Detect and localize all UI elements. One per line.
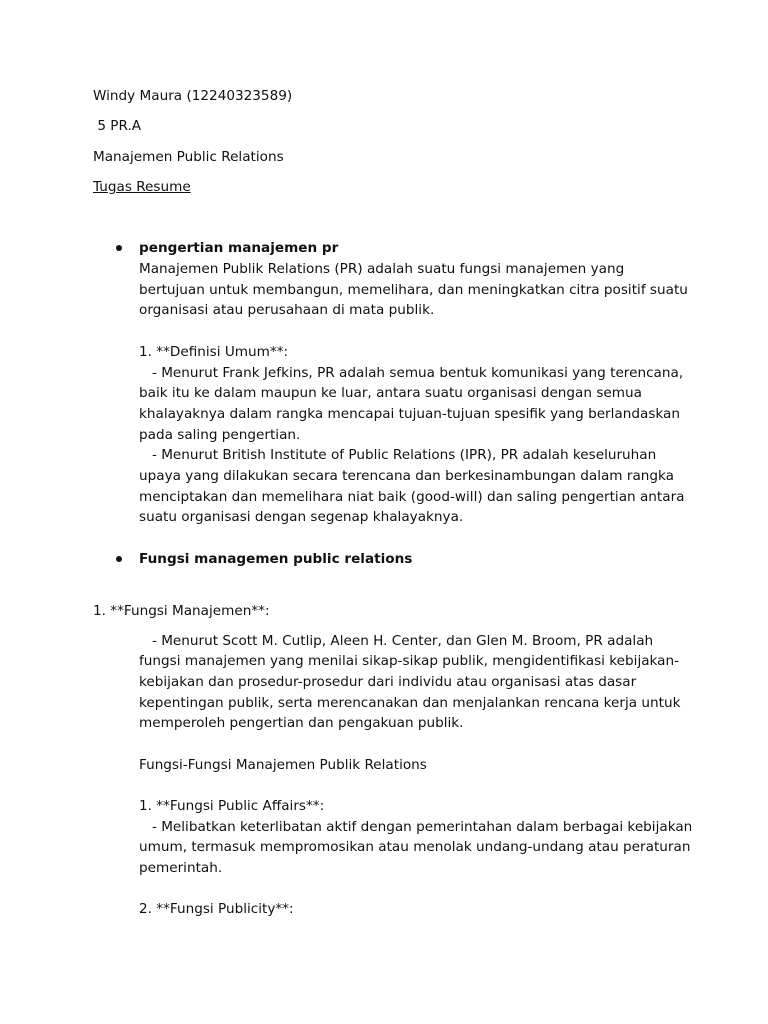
fungsi-manajemen-line: kepentingan publik, serta merencanakan dan menjalankan rencana kerja untuk xyxy=(139,695,681,711)
section1-intro-line: bertujuan untuk membangun, memelihara, dan meningkatkan citra positif suatu xyxy=(139,282,688,298)
fungsi-manajemen-line: memperoleh pengertian dan pengakuan publik. xyxy=(139,715,464,731)
fungsi-manajemen-line: fungsi manajemen yang menilai sikap-sikap publik, mengidentifikasi kebijakan- xyxy=(139,653,680,669)
fungsi-manajemen-line: - Menurut Scott M. Cutlip, Aleen H. Center, dan Glen M. Broom, PR adalah xyxy=(139,633,654,649)
public-affairs-line: - Melibatkan keterlibatan aktif dengan pemerintahan dalam berbagai kebijakan xyxy=(139,819,693,835)
course-line: Manajemen Public Relations xyxy=(93,149,284,165)
author-line: Windy Maura (12240323589) xyxy=(93,88,293,104)
definisi-line: - Menurut Frank Jefkins, PR adalah semua bentuk komunikasi yang terencana, xyxy=(139,365,684,381)
definisi-line: khalayaknya dalam rangka mencapai tujuan-tujuan spesifik yang berlandaskan xyxy=(139,406,680,422)
section1-intro-line: Manajemen Publik Relations (PR) adalah suatu fungsi manajemen yang xyxy=(139,261,625,277)
definisi-line: suatu organisasi dengan segenap khalayaknya. xyxy=(139,509,464,525)
definisi-line: upaya yang dilakukan secara terencana dan berkesinambungan dalam rangka xyxy=(139,468,675,484)
definisi-line: pada saling pengertian. xyxy=(139,427,301,443)
definisi-line: - Menurut British Institute of Public Relations (IPR), PR adalah keseluruhan xyxy=(139,447,657,463)
publicity-title: 2. **Fungsi Publicity**: xyxy=(139,901,294,917)
class-line: 5 PR.A xyxy=(93,118,142,134)
public-affairs-title: 1. **Fungsi Public Affairs**: xyxy=(139,798,325,814)
bullet-icon xyxy=(116,245,122,251)
definisi-title: 1. **Definisi Umum**: xyxy=(139,344,289,360)
definisi-line: baik itu ke dalam maupun ke luar, antara suatu organisasi dengan semua xyxy=(139,385,642,401)
section1-intro-line: organisasi atau perusahaan di mata publik. xyxy=(139,302,435,318)
fungsi-subheading: Fungsi-Fungsi Manajemen Publik Relations xyxy=(139,757,427,773)
assignment-title: Tugas Resume xyxy=(93,179,191,195)
fungsi-manajemen-title: 1. **Fungsi Manajemen**: xyxy=(93,603,270,619)
fungsi-manajemen-line: kebijakan dan prosedur-prosedur dari individu atau organisasi atas dasar xyxy=(139,674,637,690)
definisi-line: menciptakan dan memelihara niat baik (good-will) dan saling pengertian antara xyxy=(139,489,685,505)
section2-heading: Fungsi managemen public relations xyxy=(139,551,413,567)
bullet-icon xyxy=(116,556,122,562)
public-affairs-line: umum, termasuk mempromosikan atau menolak undang-undang atau peraturan xyxy=(139,839,691,855)
section1-heading: pengertian manajemen pr xyxy=(139,240,339,256)
public-affairs-line: pemerintah. xyxy=(139,860,223,876)
